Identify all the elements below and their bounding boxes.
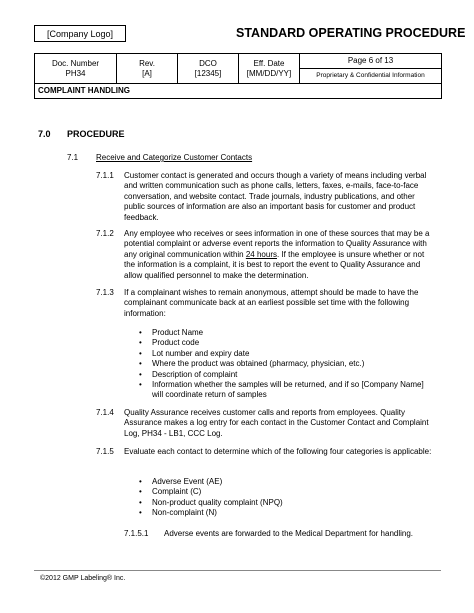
para-712-deadline: 24 hours bbox=[245, 249, 277, 259]
list-item: • Product Name bbox=[139, 328, 435, 338]
list-item: • Adverse Event (AE) bbox=[139, 477, 435, 487]
list-item: • Lot number and expiry date bbox=[139, 349, 435, 359]
subsection-heading: Receive and Categorize Customer Contacts bbox=[96, 153, 253, 162]
document-info-table bbox=[34, 53, 442, 99]
list-item: • Description of complaint bbox=[139, 370, 435, 380]
subsection-number: 7.1 bbox=[67, 153, 79, 162]
para-7151: Adverse events are forwarded to the Medical Department for handling. bbox=[164, 529, 414, 538]
list-item: • Non-product quality complaint (NPQ) bbox=[139, 498, 435, 508]
doc-number-value: PH34 bbox=[65, 68, 86, 78]
list-item: • Product code bbox=[139, 338, 435, 348]
footer-divider bbox=[34, 570, 441, 571]
para-713: If a complainant wishes to remain anonymous, attempt should be made to have the complainant communicate back at an earliest possible set time with the following information: bbox=[124, 288, 419, 318]
para-711-number: 7.1.1 bbox=[96, 171, 114, 180]
list-item: • Information whether the samples will be returned, and if so [Company Name] will coordinate return of samples bbox=[139, 380, 435, 401]
para-714: Quality Assurance receives customer calls and reports from employees. Quality Assurance makes a log entry for each contact in the Customer Contact and Complaint Log, PH34 - LB1, CCC Log. bbox=[124, 408, 429, 438]
document-title: STANDARD OPERATING PROCEDURE bbox=[236, 26, 466, 40]
section-number: 7.0 bbox=[38, 129, 51, 139]
eff-date-value: [MM/DD/YY] bbox=[246, 68, 292, 78]
doc-number-label: Doc. Number bbox=[51, 58, 100, 68]
footer-copyright: ©2012 GMP Labeling® Inc. bbox=[40, 575, 126, 582]
eff-date-label: Eff. Date bbox=[253, 58, 285, 68]
rev-label: Rev. bbox=[139, 58, 155, 68]
category-list bbox=[139, 477, 435, 519]
para-712 bbox=[124, 229, 436, 281]
list-item: • Where the product was obtained (pharmacy, physician, etc.) bbox=[139, 359, 435, 369]
para-712-text-a: Any employee who receives or sees information in one of these sources that may be a potential complaint or adverse event reports the information to Quality Assurance with any original communication within bbox=[124, 229, 430, 259]
list-item: • Complaint (C) bbox=[139, 487, 435, 497]
procedure-heading bbox=[38, 129, 125, 139]
para-711: Customer contact is generated and occurs though a variety of means including verbal and written communication such as phone calls, letters, faxes, e-mails, face-to-face conversation, and website contact. Trade journals, industry publications, and other public sources of information are also an important basis for customer and product feedback. bbox=[124, 171, 427, 222]
company-logo-placeholder: [Company Logo] bbox=[34, 25, 126, 42]
para-715: Evaluate each contact to determine which of the following four categories is applicable: bbox=[124, 447, 432, 456]
rev-value: [A] bbox=[142, 68, 152, 78]
dco-value: [12345] bbox=[194, 68, 222, 78]
section-title: COMPLAINT HANDLING bbox=[35, 84, 442, 99]
page-number: Page 6 of 13 bbox=[300, 54, 442, 69]
required-info-list bbox=[139, 328, 435, 401]
para-713-number: 7.1.3 bbox=[96, 288, 114, 297]
para-712-number: 7.1.2 bbox=[96, 229, 114, 238]
doc-number-cell bbox=[35, 54, 117, 84]
dco-cell bbox=[178, 54, 239, 84]
para-714-number: 7.1.4 bbox=[96, 408, 114, 417]
section-heading: PROCEDURE bbox=[67, 129, 125, 139]
para-7151-number: 7.1.5.1 bbox=[124, 529, 149, 538]
para-715-number: 7.1.5 bbox=[96, 447, 114, 456]
rev-cell bbox=[117, 54, 178, 84]
para-712-text-b: . If the employee is unsure whether or not the information is a complaint, it is best to report the event to Quality Assurance and allow qualified personnel to make the determination. bbox=[124, 249, 425, 280]
dco-label: DCO bbox=[199, 58, 217, 68]
proprietary-notice: Proprietary & Confidential Information bbox=[300, 69, 442, 84]
list-item: • Non-complaint (N) bbox=[139, 508, 435, 518]
eff-date-cell bbox=[239, 54, 300, 84]
